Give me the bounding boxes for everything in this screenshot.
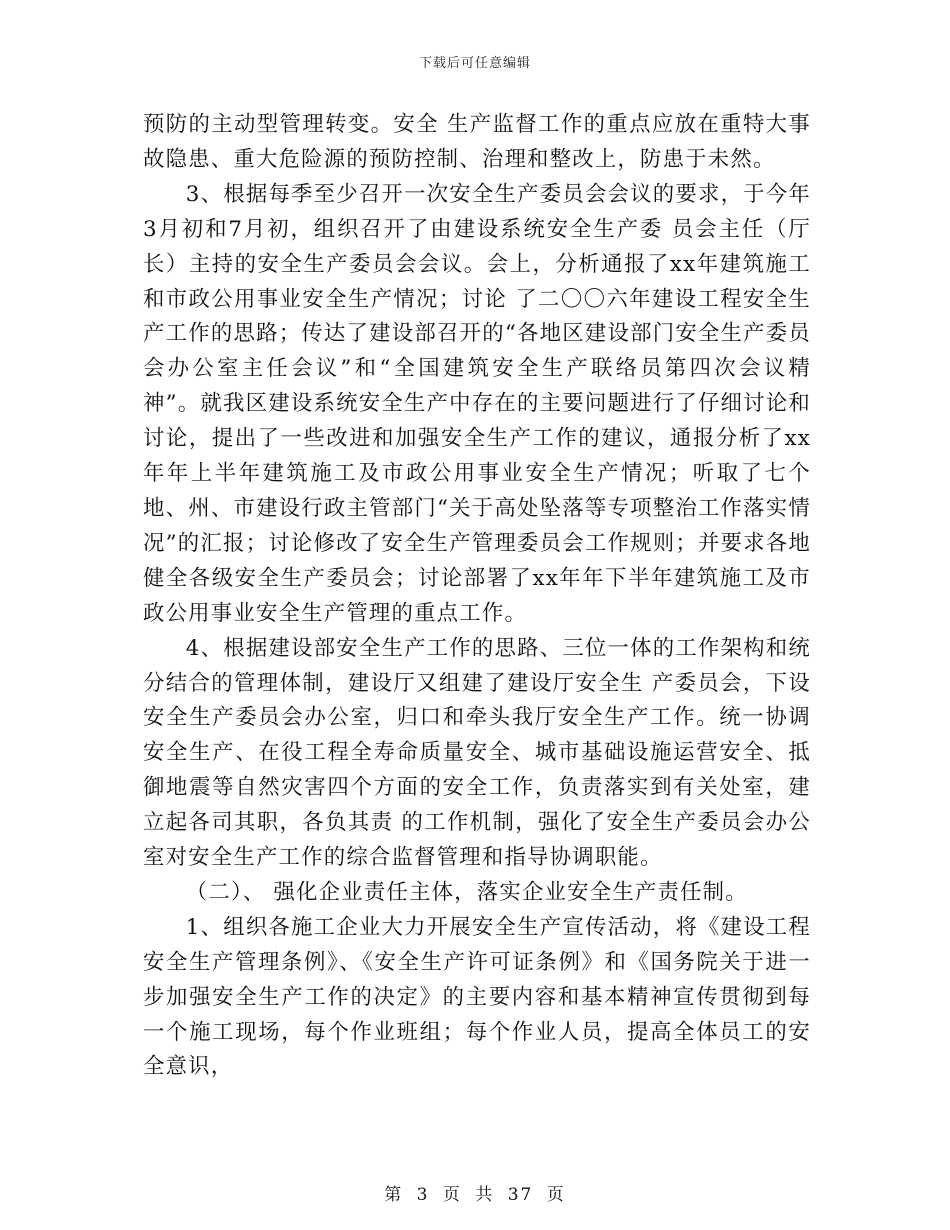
paragraph-3: 4、根据建设部安全生产工作的思路、三位一体的工作架构和统分结合的管理体制，建设厅又组建了建设厅安全生 产委员会，下设安全生产委员会办公室，归口和牵头我厅安全生产工作。统一协调安全生产、在役工程全寿命质量安全、城市基础设施运营安全、抵御地震等自然灾害四个方面的安全工作，负责落实到有关处室，建立起各司其职，各负其责 的工作机制，强化了安全生产委员会办公室对安全生产工作的综合监督管理和指导协调职能。 [143,635,811,871]
document-body [143,108,811,1085]
paragraph-1: 预防的主动型管理转变。安全 生产监督工作的重点应放在重特大事故隐患、重大危险源的预防控制、治理和整改上，防患于未然。 [143,112,811,172]
paragraph-2: 3、根据每季至少召开一次安全生产委员会会议的要求，于今年3月初和7月初，组织召开了由建设系统安全生产委 员会主任（厅长）主持的安全生产委员会会议。会上，分析通报了xx年建筑施工和市政公用事业安全生产情况；讨论 了二〇〇六年建设工程安全生产工作的思路；传达了建设部召开的“各地区建设部门安全生产委员会办公室主任会议”和“全国建筑安全生产联络员第四次会议精神”。就我区建设系统安全生产中存在的主要问题进行了仔细讨论和讨论，提出了一些改进和加强安全生产工作的建议，通报分析了xx年年上半年建筑施工及市政公用事业安全生产情况；听取了七个地、州、市建设行政主管部门“关于高处坠落等专项整治工作落实情况”的汇报；讨论修改了安全生产管理委员会工作规则；并要求各地健全各级安全生产委员会；讨论部署了xx年年下半年建筑施工及市政公用事业安全生产管理的重点工作。 [143,181,811,626]
paragraph-4: 1、组织各施工企业大力开展安全生产宣传活动，将《建设工程安全生产管理条例》、《安全生产许可证条例》和《国务院关于进一步加强安全生产工作的决定》的主要内容和基本精神宣传贯彻到每一个施工现场，每个作业班组；每个作业人员，提高全体员工的安全意识， [143,914,811,1080]
page-header-note: 下载后可任意编辑 [418,56,531,71]
section-heading: （二）、 强化企业责任主体，落实企业安全生产责任制。 [185,879,748,905]
page-number: 第 3 页 共 37 页 [384,1185,566,1205]
